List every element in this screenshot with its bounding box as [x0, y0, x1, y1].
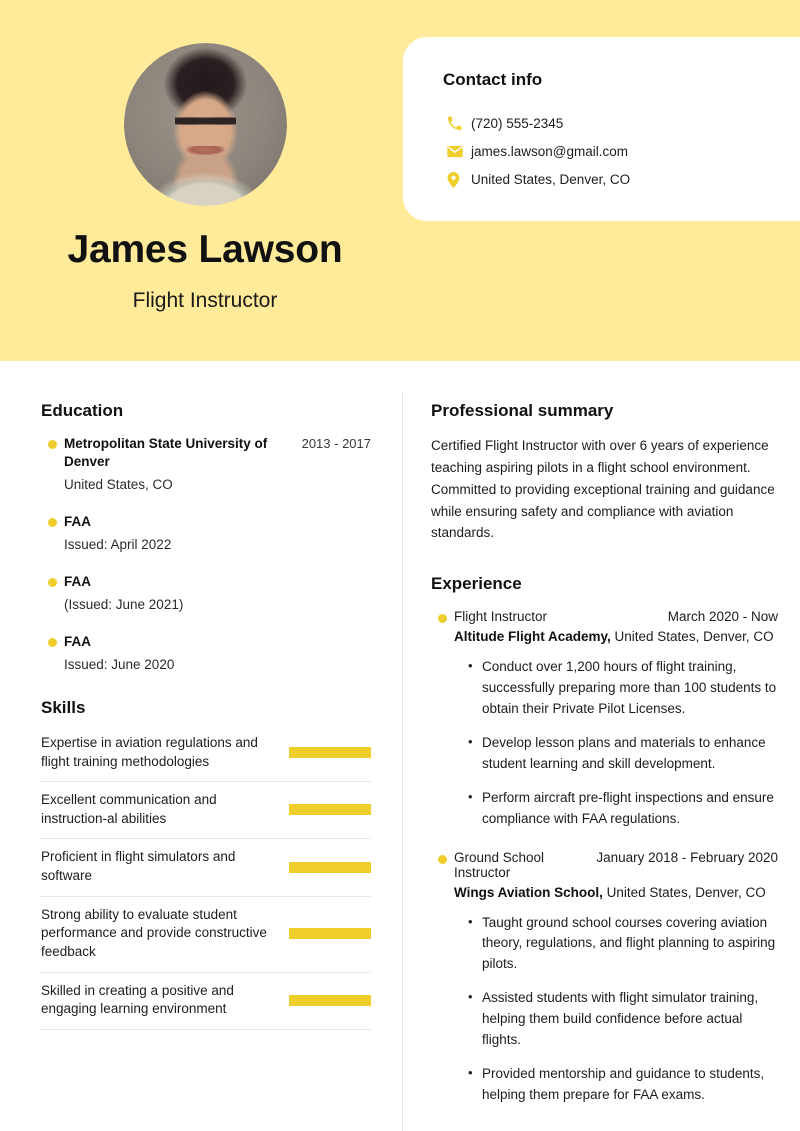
skill-bar-fill — [289, 995, 371, 1006]
education-item — [41, 435, 371, 494]
bullet-dot-icon — [438, 614, 447, 623]
skill-label: Expertise in aviation regulations and flight training methodologies — [41, 734, 258, 769]
skill-bar-fill — [289, 747, 371, 758]
skill-bar-track — [289, 862, 371, 873]
experience-role: Ground School Instructor — [454, 849, 545, 880]
skill-row — [41, 839, 371, 896]
contact-row-location — [447, 166, 797, 193]
avatar — [124, 43, 287, 206]
education-item — [41, 513, 371, 554]
contact-info-card — [403, 37, 800, 221]
skill-bar-track — [289, 995, 371, 1006]
skill-label: Excellent communication and instruction-al abilities — [41, 792, 217, 826]
experience-company — [454, 884, 778, 903]
education-subtext: (Issued: June 2021) — [64, 596, 184, 612]
experience-company-location: United States, Denver, CO — [610, 629, 774, 645]
job-title: Flight Instructor — [132, 289, 278, 312]
education-school: FAA — [64, 513, 91, 529]
skill-bar-track — [289, 747, 371, 758]
experience-bullet: • Perform aircraft pre-flight inspections and ensure compliance with FAA regulations. — [468, 788, 778, 830]
experience-list — [431, 609, 778, 1106]
experience-role: Flight Instructor — [454, 609, 548, 625]
location-pin-icon — [447, 171, 469, 189]
education-subtext: United States, CO — [64, 476, 173, 492]
skill-bar-fill — [289, 928, 371, 939]
education-heading: Education — [41, 401, 124, 420]
experience-bullet: • Provided mentorship and guidance to students, helping them prepare for FAA exams. — [468, 1064, 778, 1106]
resume-header — [0, 0, 800, 361]
education-school: Metropolitan State University of Denver — [64, 436, 268, 469]
skill-label: Proficient in flight simulators and software — [41, 849, 236, 884]
summary-text: Certified Flight Instructor with over 6 years of experience teaching aspiring pilots in a flight school environment. Committed to providing exceptional training and guidance while ensuring safety and compliance with aviation standards. — [431, 438, 775, 541]
left-column — [41, 401, 371, 1030]
experience-bullet: • Assisted students with flight simulator training, helping them build confidence before actual flights. — [468, 988, 778, 1051]
skill-bar-track — [289, 804, 371, 815]
education-subtext: Issued: June 2020 — [64, 656, 175, 672]
contact-email-value[interactable]: james.lawson@gmail.com — [471, 144, 629, 159]
page-title: James Lawson — [67, 228, 343, 271]
skills-list — [41, 732, 371, 1030]
skills-heading: Skills — [41, 697, 86, 717]
education-school: FAA — [64, 573, 91, 589]
experience-bullet-list — [454, 913, 778, 1106]
education-list — [41, 435, 371, 674]
skill-bar-fill — [289, 804, 371, 815]
bullet-dot-icon — [48, 518, 57, 527]
bullet-dot-icon — [48, 638, 57, 647]
experience-company-name: Wings Aviation School, — [454, 884, 603, 900]
summary-heading: Professional summary — [431, 401, 614, 420]
experience-company — [454, 628, 778, 647]
envelope-icon — [447, 143, 469, 161]
contact-list — [447, 110, 797, 194]
experience-item — [431, 850, 778, 1106]
experience-bullet: • Taught ground school courses covering aviation theory, regulations, and flight planning to aspiring pilots. — [468, 913, 778, 976]
contact-phone-value[interactable]: (720) 555-2345 — [471, 116, 564, 131]
experience-bullet: • Conduct over 1,200 hours of flight training, successfully preparing more than 100 students to obtain their Private Pilot Licenses. — [468, 657, 778, 720]
education-item — [41, 633, 371, 674]
skill-label: Skilled in creating a positive and engaging learning environment — [41, 982, 234, 1017]
experience-company-name: Altitude Flight Academy, — [454, 629, 611, 645]
bullet-dot-icon — [438, 855, 447, 864]
bullet-dot-icon — [48, 578, 57, 587]
skill-row — [41, 973, 371, 1030]
skill-bar-track — [289, 928, 371, 939]
skill-bar-fill — [289, 862, 371, 873]
resume-body — [0, 361, 800, 1131]
column-divider — [402, 393, 403, 1131]
bullet-dot-icon — [48, 440, 57, 449]
contact-row-phone — [447, 110, 797, 137]
right-column — [431, 401, 778, 1126]
experience-date: January 2018 - February 2020 — [596, 849, 778, 865]
skill-row — [41, 897, 371, 973]
experience-item — [431, 609, 778, 829]
experience-heading: Experience — [431, 574, 522, 594]
experience-bullet: • Develop lesson plans and materials to enhance student learning and skill development. — [468, 733, 778, 775]
experience-bullet-list — [454, 657, 778, 829]
contact-location-value: United States, Denver, CO — [471, 172, 631, 187]
skill-row — [41, 782, 371, 839]
contact-row-email — [447, 138, 797, 165]
avatar-photo-image — [124, 43, 287, 206]
skill-label: Strong ability to evaluate student performance and provide constructive feedback — [41, 906, 267, 959]
education-school: FAA — [64, 633, 91, 649]
contact-info-heading: Contact info — [443, 70, 543, 89]
experience-date: March 2020 - Now — [667, 609, 778, 625]
skill-row — [41, 732, 371, 782]
education-item — [41, 573, 371, 614]
phone-icon — [447, 115, 469, 133]
experience-company-location: United States, Denver, CO — [602, 884, 766, 900]
education-subtext: Issued: April 2022 — [64, 536, 172, 552]
education-date: 2013 - 2017 — [301, 436, 371, 451]
